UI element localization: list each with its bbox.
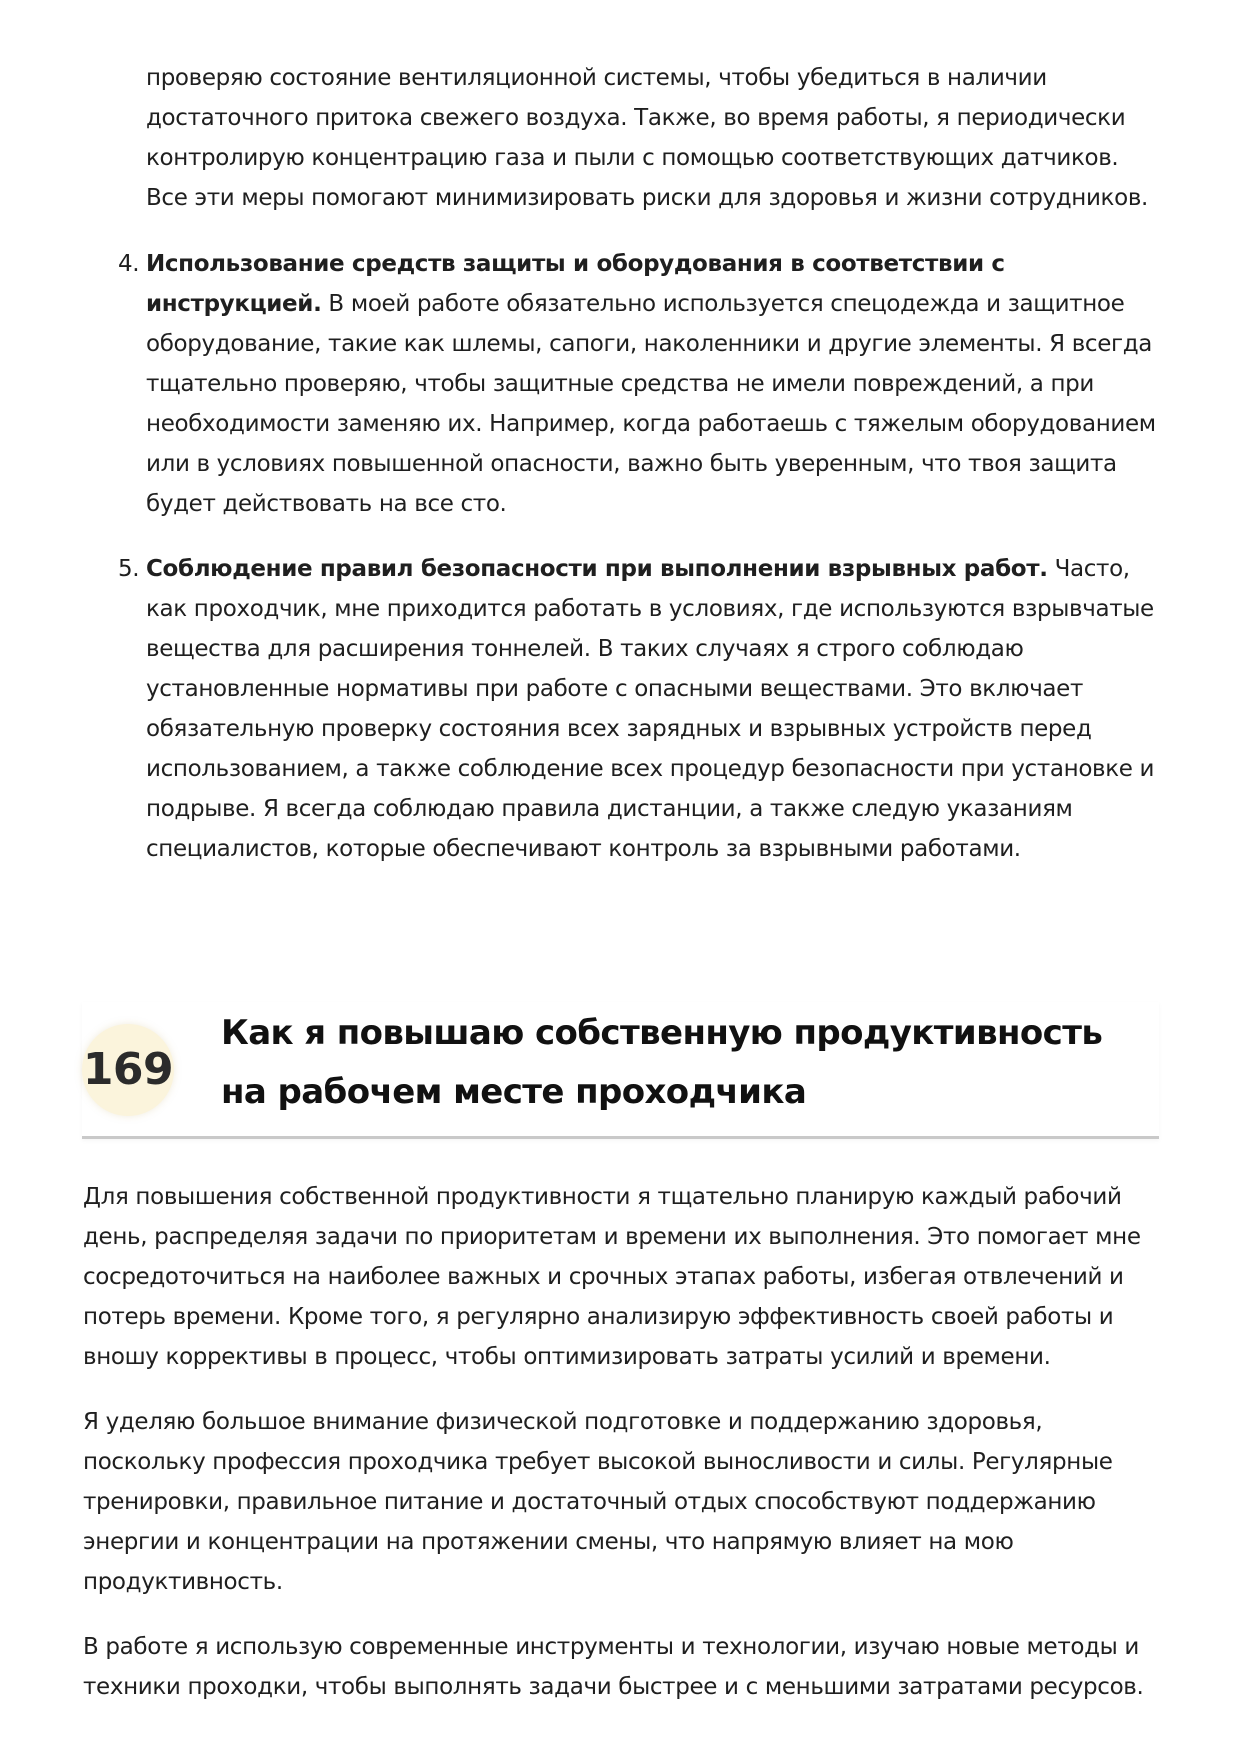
continued-paragraph: проверяю состояние вентиляционной системы, чтобы убедиться в наличии достаточного притока свежего воздуха. Также, во время работы, я периодически контролирую концентрацию газа и пыли с помощью соответствующих датчиков. Все эти меры помогают минимизировать риски для здоровья и жизни сотрудников.: [146, 65, 1148, 211]
body-paragraph: В работе я использую современные инструменты и технологии, изучаю новые методы и техники проходки, чтобы выполнять задачи быстрее и с меньшими затратами ресурсов.: [83, 1634, 1144, 1700]
body-paragraph: Для повышения собственной продуктивности я тщательно планирую каждый рабочий день, распределяя задачи по приоритетам и времени их выполнения. Это помогает мне сосредоточиться на наиболее важных и срочных этапах работы, избегая отвлечений и потерь времени. Кроме того, я регулярно анализирую эффективность своей работы и вношу коррективы в процесс, чтобы оптимизировать затраты усилий и времени.: [83, 1184, 1141, 1370]
section-title: Как я повышаю собственную продуктивность на рабочем месте проходчика: [221, 1013, 1103, 1112]
section-body: [83, 1177, 1169, 1732]
body-paragraph: Я уделяю большое внимание физической подготовке и поддержанию здоровья, поскольку профессия проходчика требует высокой выносливости и силы. Регулярные тренировки, правильное питание и достаточный отдых способствуют поддержанию энергии и концентрации на протяжении смены, что напрямую влияет на мою продуктивность.: [83, 1409, 1113, 1595]
list-item-heading: Соблюдение правил безопасности при выполнении взрывных работ.: [146, 556, 1048, 582]
list-item-heading: Использование средств защиты и оборудования в соответствии с инструкцией.: [146, 251, 1005, 317]
section-number: 169: [82, 1044, 174, 1095]
list-item-text: Часто, как проходчик, мне приходится работать в условиях, где используются взрывчатые вещества для расширения тоннелей. В таких случаях я строго соблюдаю установленные нормативы при работе с опасными веществами. Это включает обязательную проверку состояния всех зарядных и взрывных устройств перед использованием, а также соблюдение всех процедур безопасности при установке и подрыве. Я всегда соблюдаю правила дистанции, а также следую указаниям специалистов, которые обеспечивают контроль за взрывными работами.: [146, 556, 1155, 862]
list-item: [118, 549, 1156, 869]
list-item-text: В моей работе обязательно используется спецодежда и защитное оборудование, такие как шлемы, сапоги, наколенники и другие элементы. Я всегда тщательно проверяю, чтобы защитные средства не имели повреждений, а при необходимости заменяю их. Например, когда работаешь с тяжелым оборудованием или в условиях повышенной опасности, важно быть уверенным, что твоя защита будет действовать на все сто.: [146, 291, 1156, 517]
list-item-number: 5.: [118, 556, 140, 582]
list-item: [118, 244, 1156, 524]
section-number-badge: [82, 1024, 174, 1116]
list-item-number: 4.: [118, 251, 140, 277]
safety-measures-list: [118, 244, 1156, 894]
section-header: [82, 1002, 1159, 1139]
